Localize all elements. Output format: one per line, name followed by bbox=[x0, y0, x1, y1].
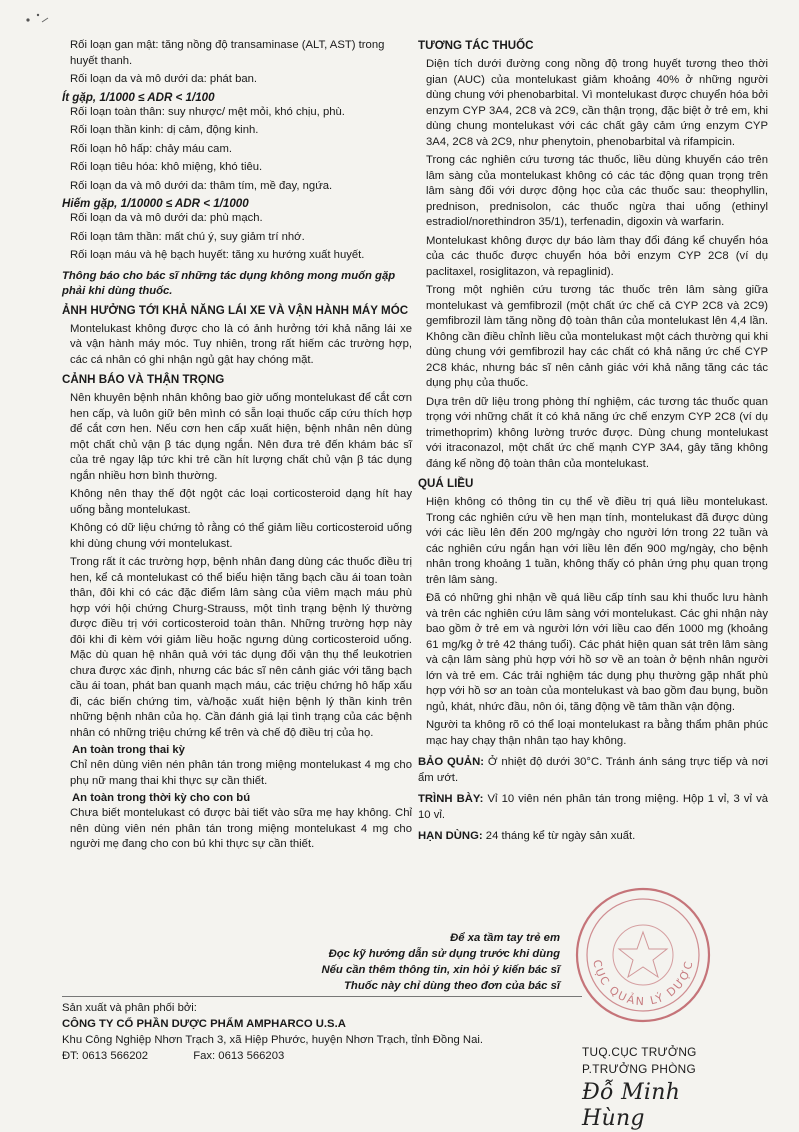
driving-heading: ẢNH HƯỞNG TỚI KHẢ NĂNG LÁI XE VÀ VẬN HÀNH MÁY MÓC bbox=[62, 303, 409, 317]
phone-number: ĐT: 0613 566202 bbox=[62, 1050, 149, 1062]
warnings-heading: CẢNH BÁO VÀ THẬN TRỌNG bbox=[62, 373, 225, 386]
warning-line: Đọc kỹ hướng dẫn sử dụng trước khi dùng bbox=[328, 948, 560, 960]
warning-paragraph: Không nên thay thế đột ngột các loại corticosteroid dạng hít hay uống bằng montelukast. bbox=[70, 488, 412, 516]
rare-item: Rối loạn máu và hệ bạch huyết: tăng xu hướng xuất huyết. bbox=[70, 249, 365, 261]
expiry-text: 24 tháng kể từ ngày sản xuất. bbox=[485, 830, 636, 842]
footer-divider bbox=[62, 996, 582, 997]
left-column bbox=[62, 38, 412, 856]
signature-name: Đỗ Minh Hùng bbox=[582, 1080, 681, 1131]
warning-line: Thuốc này chỉ dùng theo đơn của bác sĩ bbox=[344, 980, 560, 992]
skin-disorder-text: Rối loạn da và mô dưới da: phát ban. bbox=[70, 73, 258, 85]
overdose-paragraph: Người ta không rõ có thể loại montelukast ra bằng thẩm phân phúc mạc hay chạy thận nhân tạo hay không. bbox=[426, 719, 768, 747]
uncommon-item: Rối loạn hô hấp: chảy máu cam. bbox=[70, 142, 233, 155]
official-seal-icon bbox=[568, 880, 718, 1030]
expiry-section bbox=[418, 829, 768, 845]
uncommon-item: Rối loạn da và mô dưới da: thâm tím, mề đay, ngứa. bbox=[70, 179, 333, 192]
seal-text: CỤC QUẢN LÝ DƯỢC bbox=[590, 958, 696, 1009]
interaction-paragraph: Diện tích dưới đường cong nồng độ trong huyết tương theo thời gian (AUC) của montelukast giảm khoảng 40% ở những người dùng chung với phenobarbital. Vì montelukast được chuyển hóa bởi enzym CYP 3A4, 2C8 và 2C9, cần thận trọng, đặc biệt ở trẻ em, khi dùng chung montelukast với các chất gây cảm ứng enzym CYP 3A4, 2C8 và 2C9, như phenytoin, phenobarbital và rifampicin. bbox=[426, 58, 768, 148]
adverse-effect-notice: Thông báo cho bác sĩ những tác dụng không mong muốn gặp phải khi dùng thuốc. bbox=[62, 269, 396, 297]
signature-subtitle: P.TRƯỞNG PHÒNG bbox=[582, 1062, 696, 1076]
company-address: Khu Công Nghiệp Nhơn Trạch 3, xã Hiệp Phước, huyện Nhơn Trạch, tỉnh Đồng Nai. bbox=[62, 1034, 484, 1046]
overdose-paragraph: Đã có những ghi nhận về quá liều cấp tính sau khi thuốc lưu hành và trên các nghiên cứu lâm sàng với montelukast. Các ghi nhận này bao gồm ở trẻ em và người lớn với liều cao đến 1000 mg (khoảng 61 mg/kg ở trẻ 42 tháng tuổi). Các phát hiện quan sát trên lâm sàng và cận lâm sàng phù hợp với hồ sơ về an toàn ở bệnh nhân người lớn và trẻ em. Các trải nghiệm tác dụng phụ thường gặp nhất phù hợp với hồ sơ an toàn của montelukast và bao gồm đau bụng, buồn ngủ, khát, nhức đầu, nôn ói, tăng động về tâm thần vận động. bbox=[426, 592, 768, 713]
uncommon-item: Rối loạn toàn thân: suy nhược/ mệt mỏi, khó chịu, phù. bbox=[70, 105, 345, 118]
storage-label: BẢO QUẢN: bbox=[418, 756, 484, 768]
authority-signature bbox=[582, 1044, 732, 1132]
expiry-label: HẠN DÙNG: bbox=[418, 830, 483, 842]
storage-text: Ở nhiệt độ dưới 30°C. Tránh ánh sáng trực tiếp và nơi ẩm ướt. bbox=[418, 756, 768, 784]
scan-mark-icon bbox=[22, 6, 52, 26]
interaction-paragraph: Trong các nghiên cứu tương tác thuốc, liều dùng khuyến cáo trên lâm sàng của montelukast không có các tác động quan trọng trên lâm sàng đối với dược động học của các thuốc sau: theophyllin, prednison, prednisolon, các thuốc ngừa thai uống (ethinyl estradiol/norethindron 35/1), terfenadin, digoxin và warfarin. bbox=[426, 154, 768, 228]
interaction-heading: TƯƠNG TÁC THUỐC bbox=[418, 39, 534, 52]
warning-paragraph: Nên khuyên bệnh nhân không bao giờ uống montelukast để cắt cơn hen cấp, và luôn giữ bên mình có sẵn loại thuốc cấp cứu thích hợp để cắt cơn hen. Nếu cơn hen cấp xuất hiện, bệnh nhân nên dùng một chất chủ vận β tác dụng ngắn. Nên đưa trẻ đến khám bác sĩ của trẻ ngay lập tức khi trẻ cần hít lượng chất chủ vận β tác dụng ngắn nhiều hơn bình thường. bbox=[70, 392, 412, 482]
rare-item: Rối loạn tâm thần: mất chú ý, suy giảm trí nhớ. bbox=[70, 230, 305, 243]
interaction-paragraph: Trong một nghiên cứu tương tác thuốc trên lâm sàng giữa montelukast và gemfibrozil (một chất ức chế cả CYP 2C8 và 2C9) gemfibrozil làm tăng nồng độ toàn thân của montelukast lên 4,4 lần. Không cần điều chỉnh liều của montelukast một cách thường qui khi dùng chung với gemfibrozil hay các chất có khả năng ức chế CYP 2C8 khác, nhưng bác sĩ nên cảnh giác với khả năng tăng các tác dụng phụ của thuốc. bbox=[426, 284, 768, 389]
rare-heading: Hiếm gặp, 1/10000 ≤ ADR < 1/1000 bbox=[62, 197, 249, 210]
pregnancy-text: Chỉ nên dùng viên nén phân tán trong miệng montelukast 4 mg cho phụ nữ mang thai khi thực sự cần thiết. bbox=[70, 759, 412, 787]
lactation-heading: An toàn trong thời kỳ cho con bú bbox=[72, 792, 251, 804]
uncommon-item: Rối loạn tiêu hóa: khô miệng, khó tiêu. bbox=[70, 161, 263, 173]
warning-paragraph: Trong rất ít các trường hợp, bệnh nhân đang dùng các thuốc điều trị hen, kể cả montelukast có thể biểu hiện tăng bạch cầu ái toan toàn thân, đôi khi có các đặc điểm lâm sàng của viêm mạch máu phù hợp với hội chứng Churg-Strauss, một tình trạng bệnh lý thường được điều trị với corticosteroid toàn thân. Những trường hợp này đôi khi đi kèm với giảm liều hoặc ngưng dùng corticosteroid uống. Mặc dù quan hệ nhân quả với tác dụng đối vận thụ thể leukotrien chưa được xác định, nhưng các bác sĩ nên cảnh giác với tăng bạch cầu ái toan, phát ban quanh mạch máu, các triệu chứng hô hấp xấu đi, các biến chứng tim, và/hoặc xuất hiện bệnh lý thần kinh trên những bệnh nhân của họ. Cần đánh giá lại tình trạng của các bệnh nhân có những triệu chứng kể trên và chế độ điều trị của họ. bbox=[70, 556, 412, 739]
lactation-text: Chưa biết montelukast có được bài tiết vào sữa mẹ hay không. Chỉ nên dùng viên nén phân tán trong miệng montelukast 4 mg cho người mẹ đang cho con bú khi thực sự cần thiết. bbox=[70, 807, 412, 850]
standard-warnings bbox=[230, 930, 560, 994]
rare-item: Rối loạn da và mô dưới da: phù mạch. bbox=[70, 212, 263, 224]
interaction-paragraph: Montelukast không được dự báo làm thay đổi đáng kể chuyển hóa của các thuốc được chuyển hóa bởi enzym CYP 2C8 (ví dụ paclitaxel, rosiglitazon, và repaglinid). bbox=[426, 234, 768, 278]
company-contact bbox=[62, 1048, 582, 1064]
driving-text: Montelukast không được cho là có ảnh hưởng tới khả năng lái xe và vận hành máy móc. Tuy nhiên, trong rất hiếm các trường hợp, các cá nhân có ghi nhận ngủ gật hay chóng mặt. bbox=[70, 322, 412, 366]
liver-disorder-text: Rối loạn gan mật: tăng nồng độ transaminase (ALT, AST) trong huyết thanh. bbox=[70, 39, 385, 67]
presentation-section bbox=[418, 792, 768, 823]
fax-number: Fax: 0613 566203 bbox=[193, 1050, 285, 1062]
uncommon-heading: Ít gặp, 1/1000 ≤ ADR < 1/100 bbox=[62, 90, 215, 104]
company-name: CÔNG TY CỔ PHẦN DƯỢC PHẨM AMPHARCO U.S.A bbox=[62, 1018, 346, 1030]
manufacturer-info bbox=[62, 1000, 582, 1064]
signature-title: TUQ.CỤC TRƯỞNG bbox=[582, 1045, 697, 1059]
uncommon-item: Rối loạn thần kinh: dị cảm, động kinh. bbox=[70, 124, 259, 136]
presentation-text: Vỉ 10 viên nén phân tán trong miệng. Hộp 1 vỉ, 3 vỉ và 10 vỉ. bbox=[418, 793, 769, 821]
right-column bbox=[418, 38, 768, 848]
presentation-label: TRÌNH BÀY: bbox=[418, 793, 484, 805]
storage-section bbox=[418, 755, 768, 786]
svg-text:CỤC QUẢN LÝ DƯỢC bbox=[590, 959, 696, 1009]
warning-line: Để xa tầm tay trẻ em bbox=[450, 932, 560, 944]
interaction-paragraph: Dựa trên dữ liệu trong phòng thí nghiệm, các tương tác thuốc quan trọng với những chất ít có khả năng ức chế enzym CYP 2C8 (ví dụ trimethoprim) không lường trước được. Dùng chung montelukast với itraconazol, một chất ức chế mạnh CYP 3A4, gây tăng không đáng kể nồng độ toàn thân của montelukast. bbox=[426, 395, 768, 470]
overdose-heading: QUÁ LIỀU bbox=[418, 477, 474, 490]
pregnancy-heading: An toàn trong thai kỳ bbox=[72, 744, 185, 756]
warning-line: Nếu cần thêm thông tin, xin hỏi ý kiến bác sĩ bbox=[321, 964, 560, 976]
overdose-paragraph: Hiện không có thông tin cụ thể về điều trị quá liều montelukast. Trong các nghiên cứu về hen mạn tính, montelukast đã được dùng với các liều lên đến 200 mg/ngày cho người lớn trong 22 tuần và các nghiên cứu ngắn hạn với liều lên đến 900 mg/ngày, cho bệnh nhân trong khoảng 1 tuần, không thấy có phản ứng phụ quan trọng trên lâm sàng. bbox=[426, 496, 768, 586]
manufacturer-label: Sản xuất và phân phối bởi: bbox=[62, 1002, 197, 1014]
warning-paragraph: Không có dữ liệu chứng tỏ rằng có thể giảm liều corticosteroid uống khi dùng chung với montelukast. bbox=[70, 522, 412, 550]
